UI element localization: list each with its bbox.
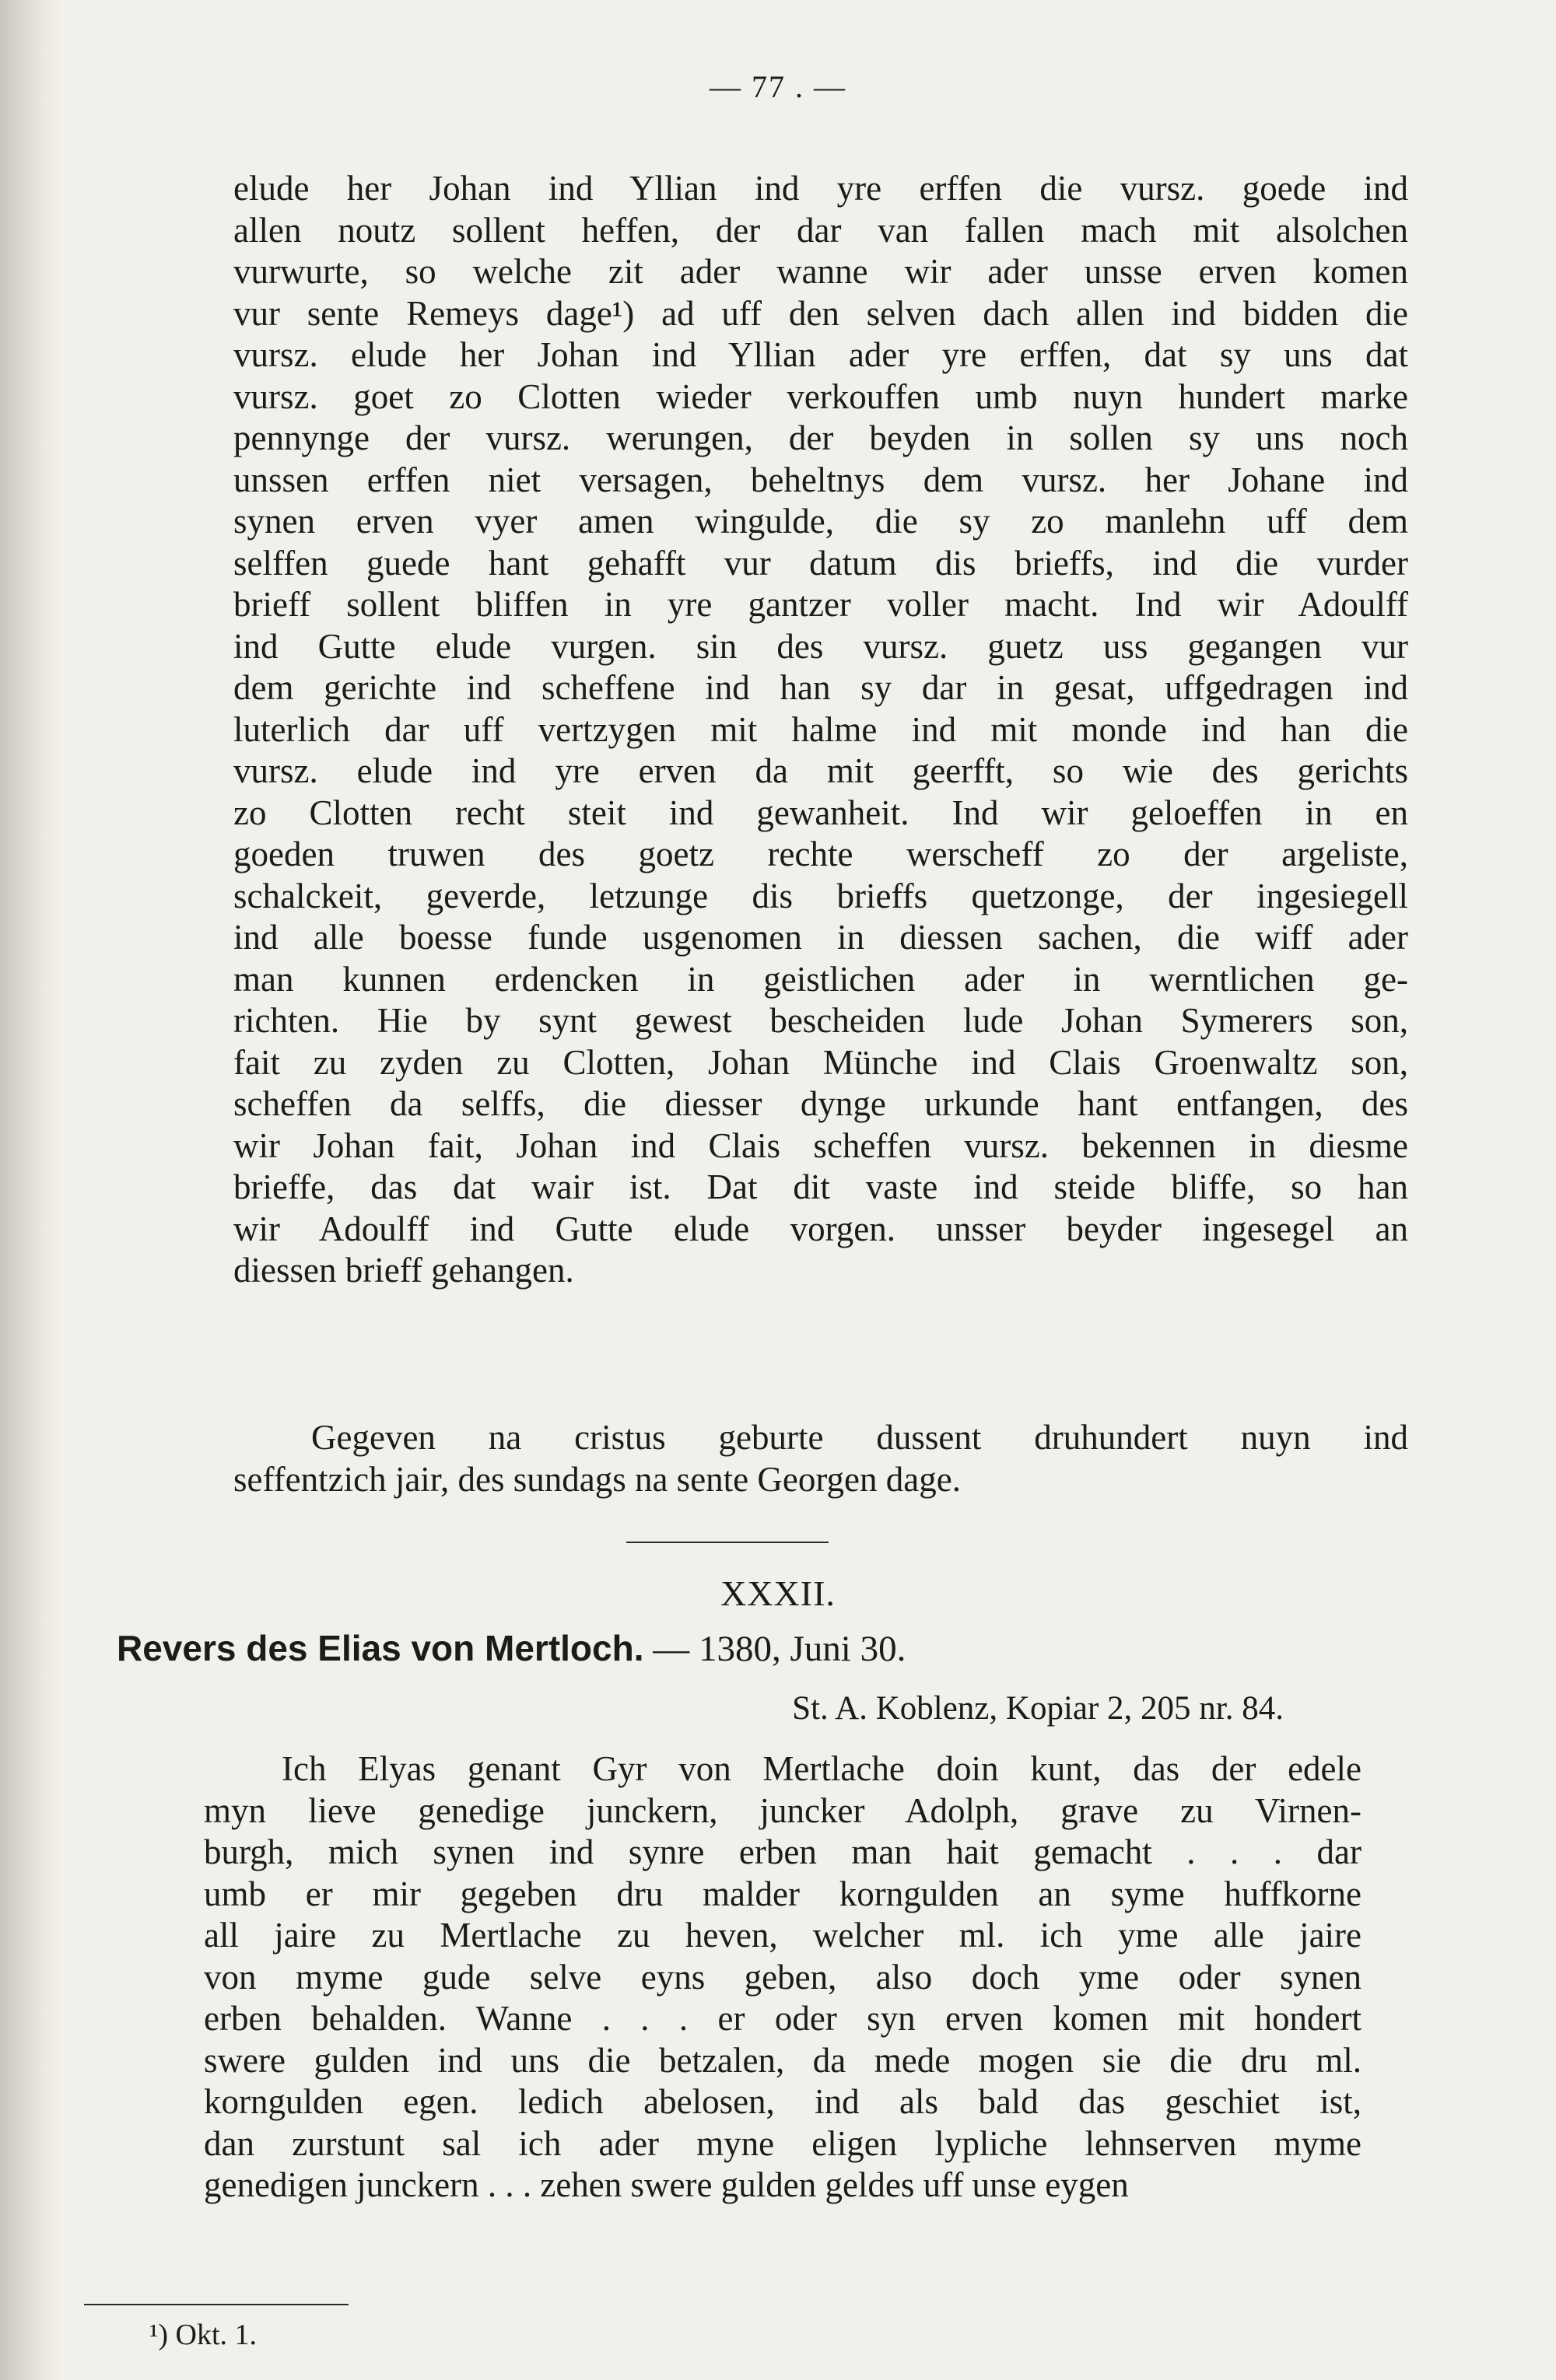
page-number: — 77 . —	[710, 69, 846, 104]
text-line: burgh, mich synen ind synre erben man hait gemacht . . . dar	[204, 1832, 1362, 1871]
text-line: allen noutz sollent heffen, der dar van fallen mach mit alsolchen	[233, 210, 1408, 250]
text-line: pennynge der vursz. werungen, der beyden in sollen sy uns noch	[233, 418, 1408, 457]
text-line: dan zurstunt sal ich ader myne eligen lypliche lehnserven myme	[204, 2123, 1362, 2163]
text-line: vursz. elude ind yre erven da mit geerfft, so wie des gerichts	[233, 751, 1408, 790]
text-line: Ich Elyas genant Gyr von Mertlache doin kunt, das der edele	[282, 1749, 1362, 1788]
text-line: vurwurte, so welche zit ader wanne wir ader unsse erven komen	[233, 252, 1408, 291]
text-line: umb er mir gegeben dru malder korngulden an syme huffkorne	[204, 1874, 1362, 1913]
text-line: ind alle boesse funde usgenomen in diessen sachen, die wiff ader	[233, 918, 1408, 957]
heading-date: — 1380, Juni 30.	[653, 1629, 906, 1669]
source-reference: St. A. Koblenz, Kopiar 2, 205 nr. 84.	[792, 1690, 1284, 1727]
text-line: zo Clotten recht steit ind gewanheit. Ind wir geloeffen in en	[233, 793, 1408, 832]
footnote: ¹) Okt. 1.	[149, 2319, 258, 2351]
text-line: brieffe, das dat wair ist. Dat dit vaste ind steide bliffe, so han	[233, 1167, 1408, 1206]
document-number: XXXII.	[720, 1573, 836, 1613]
section-divider	[626, 1542, 829, 1543]
text-line: seffentzich jair, des sundags na sente Georgen dage.	[233, 1459, 961, 1499]
document-heading	[117, 1627, 1439, 1670]
paragraph-dating-clause	[233, 1417, 1408, 1500]
text-line: scheffen da selffs, die diesser dynge urkunde hant entfangen, des	[233, 1084, 1408, 1123]
text-line: erben behalden. Wanne . . . er oder syn erven komen mit hondert	[204, 1999, 1362, 2038]
text-line: all jaire zu Mertlache zu heven, welcher ml. ich yme alle jaire	[204, 1916, 1362, 1955]
text-line: richten. Hie by synt gewest bescheiden lude Johan Symerers son,	[233, 1001, 1408, 1040]
text-line: synen erven vyer amen wingulde, die sy zo manlehn uff dem	[233, 502, 1408, 541]
text-line: luterlich dar uff vertzygen mit halme ind mit monde ind han die	[233, 709, 1408, 749]
text-line: schalckeit, geverde, letzunge dis brieffs quetzonge, der ingesiegell	[233, 876, 1408, 915]
text-line: vursz. elude her Johan ind Yllian ader yre erffen, dat sy uns dat	[233, 335, 1408, 374]
text-line: dem gerichte ind scheffene ind han sy dar in gesat, uffgedragen ind	[233, 668, 1408, 707]
page-spine-shadow	[0, 0, 62, 2380]
text-line: wir Johan fait, Johan ind Clais scheffen vursz. bekennen in diesme	[233, 1125, 1408, 1165]
text-line: korngulden egen. ledich abelosen, ind als bald das geschiet ist,	[204, 2082, 1362, 2121]
text-line: Gegeven na cristus geburte dussent druhundert nuyn ind	[311, 1418, 1408, 1457]
text-line: genedigen junckern . . . zehen swere gulden geldes uff unse eygen	[204, 2165, 1129, 2204]
text-line: diessen brieff gehangen.	[233, 1251, 574, 1290]
text-line: wir Adoulff ind Gutte elude vorgen. unsser beyder ingesegel an	[233, 1209, 1408, 1248]
text-line: elude her Johan ind Yllian ind yre erffen die vursz. goede ind	[233, 169, 1408, 208]
text-line: vursz. goet zo Clotten wieder verkouffen umb nuyn hundert marke	[233, 376, 1408, 416]
text-line: man kunnen erdencken in geistlichen ader in werntlichen ge-	[233, 959, 1408, 999]
text-line: selffen guede hant gehafft vur datum dis brieffs, ind die vurder	[233, 543, 1408, 583]
text-line: goeden truwen des goetz rechte werscheff zo der argeliste,	[233, 835, 1408, 873]
text-line: von myme gude selve eyns geben, also doch yme oder synen	[204, 1957, 1362, 1997]
text-line: swere gulden ind uns die betzalen, da mede mogen sie die dru ml.	[204, 2040, 1362, 2080]
heading-title: Revers des Elias von Mertloch.	[117, 1628, 644, 1668]
text-line: myn lieve genedige junckern, juncker Adolph, grave zu Virnen-	[204, 1790, 1362, 1830]
text-line: brieff sollent bliffen in yre gantzer voller macht. Ind wir Adoulff	[233, 585, 1408, 624]
paragraph-charter-continuation	[233, 168, 1408, 1292]
text-line: unssen erffen niet versagen, beheltnys dem vursz. her Johane ind	[233, 460, 1408, 499]
footnote-divider	[84, 2304, 349, 2305]
text-line: vur sente Remeys dage¹) ad uff den selven dach allen ind bidden die	[233, 293, 1408, 333]
text-line: fait zu zyden zu Clotten, Johan Münche ind Clais Groenwaltz son,	[233, 1042, 1408, 1082]
text-line: ind Gutte elude vurgen. sin des vursz. guetz uss gegangen vur	[233, 626, 1408, 666]
paragraph-revers-text	[204, 1748, 1362, 2207]
